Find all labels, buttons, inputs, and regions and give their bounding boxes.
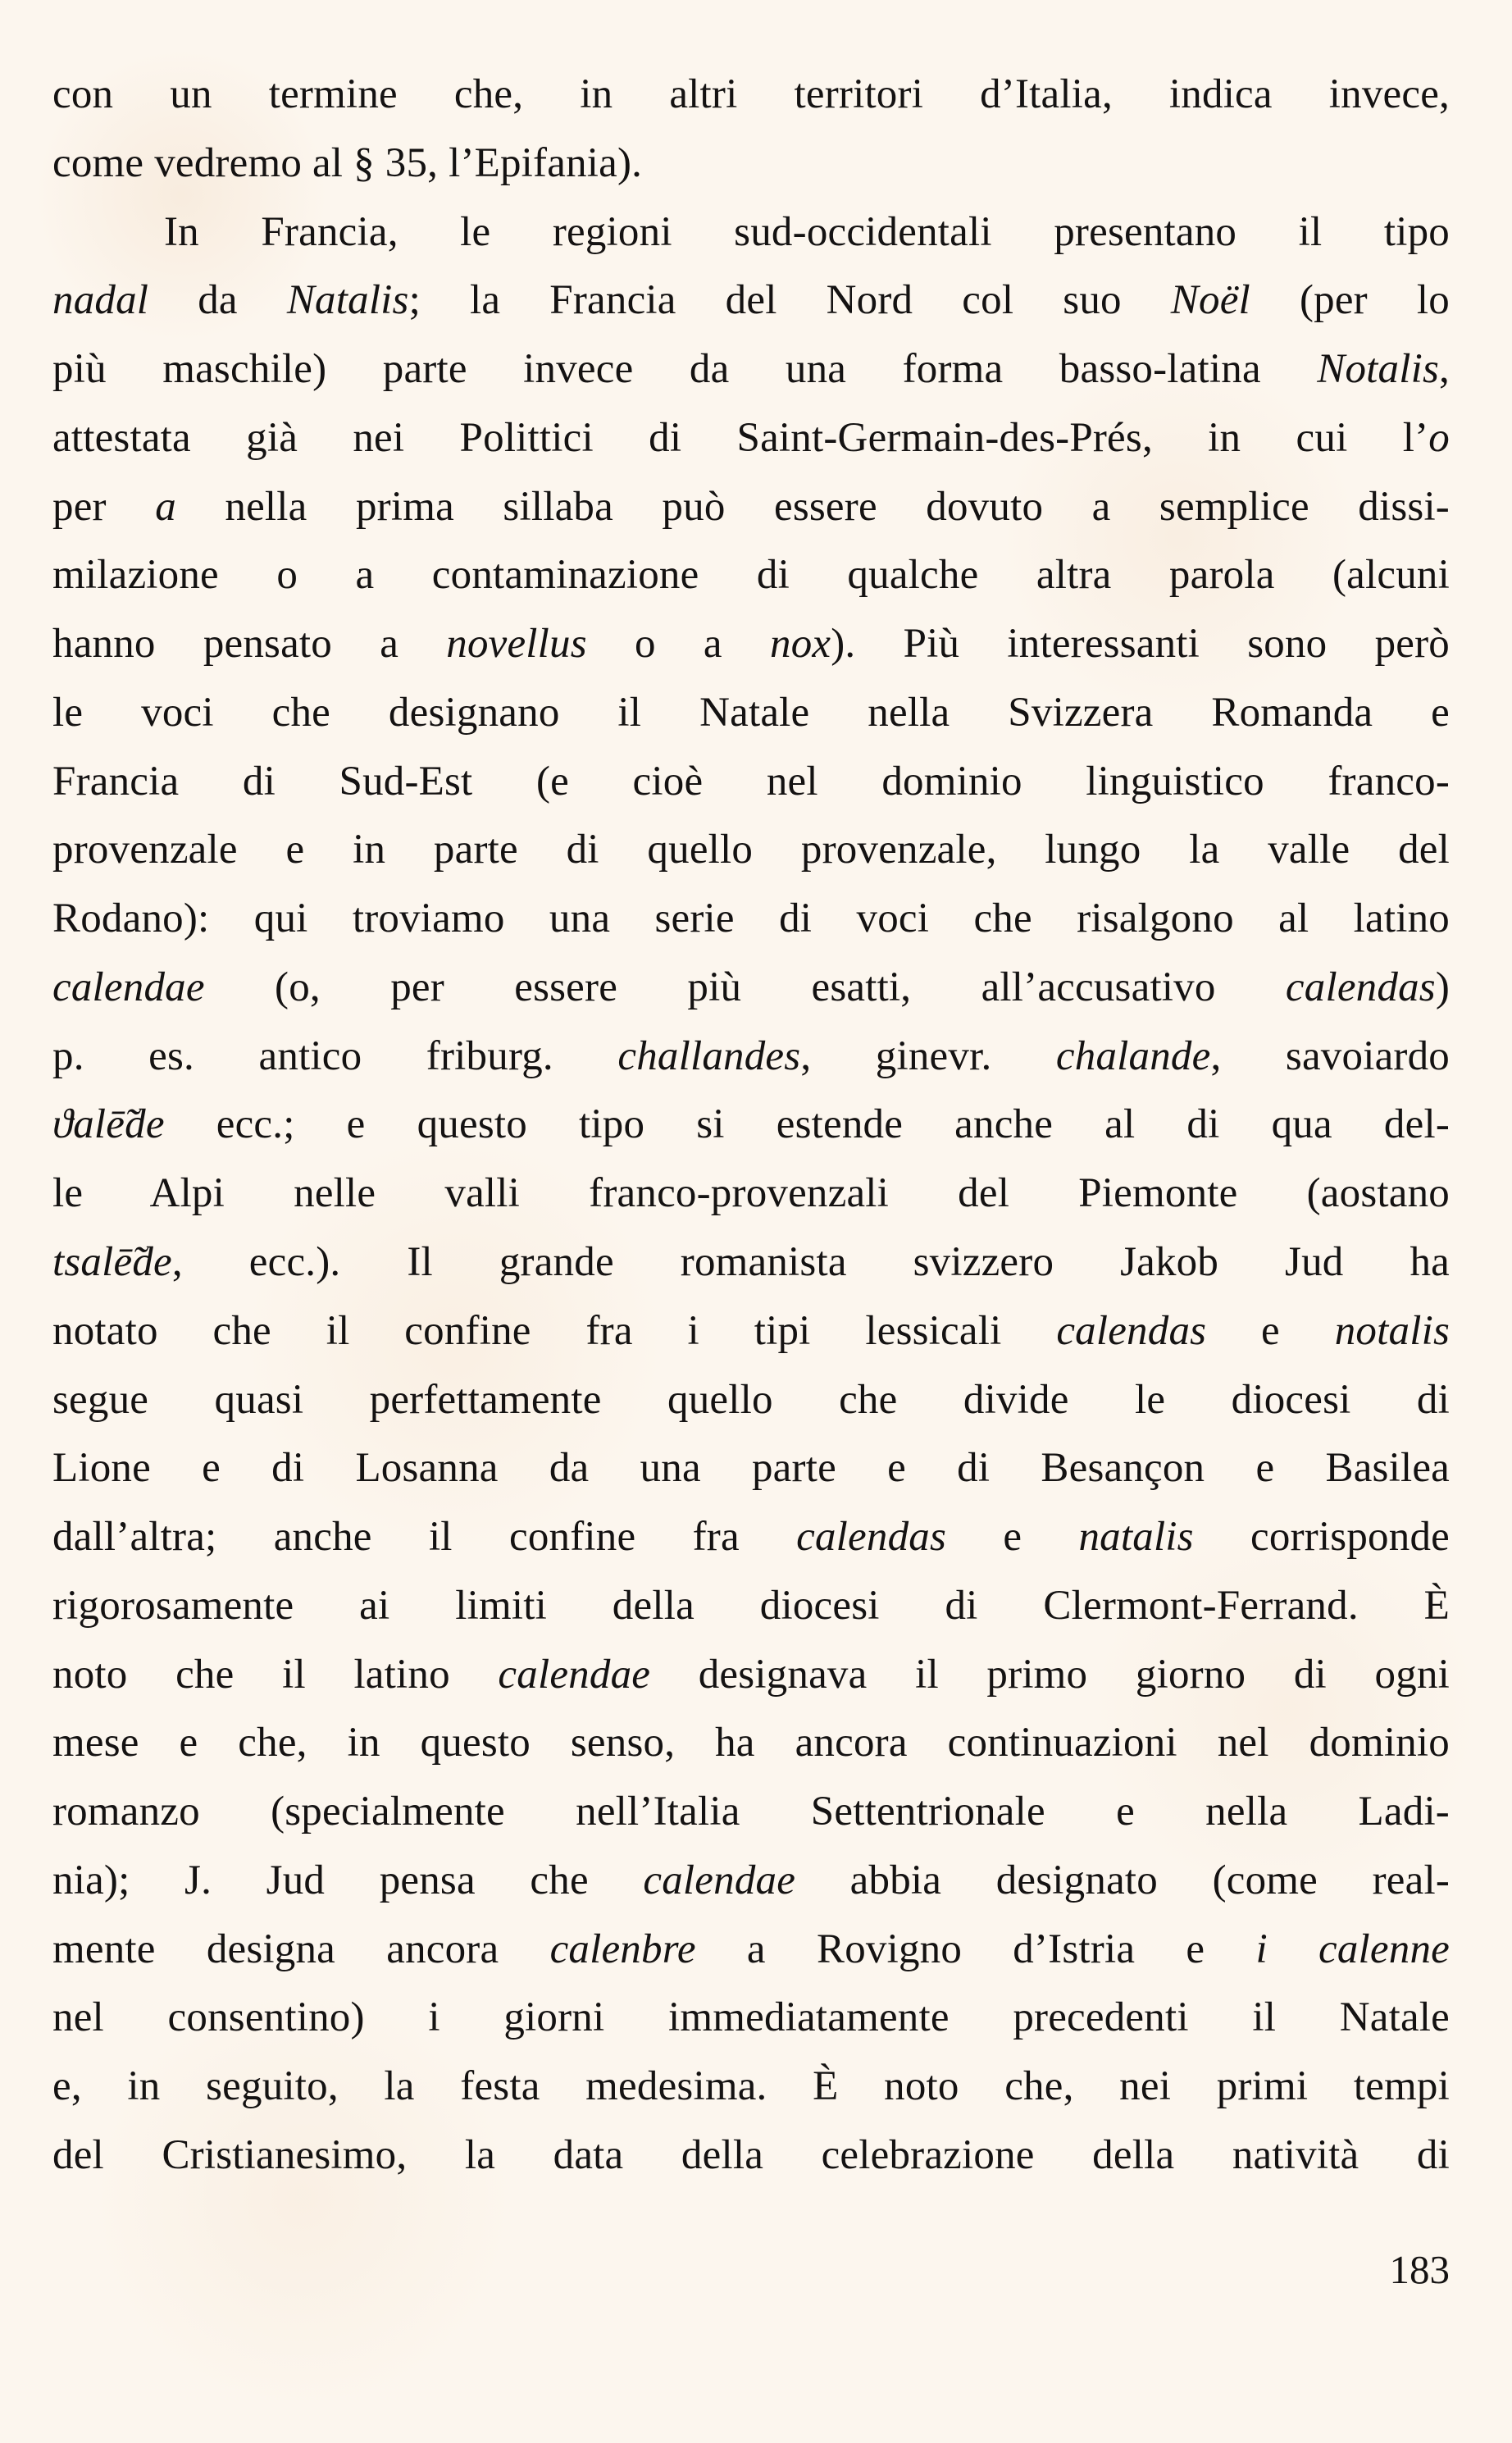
italic-term: ϑalē̃de bbox=[52, 1101, 165, 1148]
italic-term: calendae bbox=[643, 1857, 796, 1903]
italic-term: calendas bbox=[1056, 1307, 1207, 1354]
text-line bbox=[52, 267, 1450, 335]
text-run: corrisponde bbox=[1193, 1514, 1450, 1561]
text-run: ). Più interessanti sono però bbox=[831, 621, 1450, 668]
text-line bbox=[52, 748, 1450, 817]
text-run: designava il primo giorno di ogni bbox=[650, 1651, 1451, 1698]
italic-term: tsalē̃de bbox=[52, 1239, 172, 1286]
text-line bbox=[52, 335, 1450, 404]
text-run: e bbox=[1206, 1307, 1335, 1354]
text-line bbox=[52, 1023, 1450, 1092]
text-line bbox=[52, 1572, 1450, 1641]
text-line bbox=[52, 2053, 1450, 2122]
text-line bbox=[52, 816, 1450, 885]
text-run: più maschile) parte invece da una forma basso-latina bbox=[52, 346, 1318, 393]
text-run: le Alpi nelle valli franco-provenzali del Piemonte (aostano bbox=[52, 1170, 1450, 1217]
italic-term: calendas bbox=[1285, 964, 1436, 1010]
italic-term: Notalis bbox=[1317, 346, 1440, 393]
text-run: , bbox=[1439, 346, 1450, 393]
text-line bbox=[52, 130, 1450, 198]
text-line bbox=[52, 1847, 1450, 1916]
text-line bbox=[52, 679, 1450, 748]
text-run: e, in seguito, la festa medesima. È noto che, nei primi tempi bbox=[52, 2063, 1450, 2110]
text-run: milazione o a contaminazione di qualche altra parola (alcuni bbox=[52, 552, 1450, 599]
text-line bbox=[52, 1434, 1450, 1503]
text-line bbox=[52, 541, 1450, 610]
body-text bbox=[52, 61, 1450, 2190]
text-run: Lione e di Losanna da una parte e di Besançon e Basilea bbox=[52, 1445, 1450, 1492]
text-run: In Francia, le regioni sud-occidentali presentano il tipo bbox=[164, 208, 1450, 255]
italic-term: i calenne bbox=[1255, 1926, 1451, 1972]
text-line bbox=[52, 1641, 1450, 1710]
text-run: provenzale e in parte di quello provenzale, lungo la valle del bbox=[52, 827, 1450, 873]
text-run: Rodano): qui troviamo una serie di voci che risalgono al latino bbox=[52, 896, 1450, 942]
text-run: del Cristianesimo, la data della celebrazione della natività di bbox=[52, 2131, 1450, 2178]
text-run: e bbox=[946, 1514, 1079, 1561]
page-number: 183 bbox=[1389, 2247, 1450, 2292]
text-run: come vedremo al § 35, l’Epifania). bbox=[52, 139, 643, 186]
text-run: notato che il confine fra i tipi lessicali bbox=[52, 1307, 1057, 1354]
text-run: ) bbox=[1435, 964, 1450, 1010]
italic-term: a bbox=[155, 483, 176, 530]
text-line bbox=[52, 473, 1450, 542]
text-line bbox=[52, 1228, 1450, 1297]
text-line bbox=[52, 1091, 1450, 1160]
text-run: segue quasi perfettamente quello che divide le diocesi di bbox=[52, 1376, 1450, 1423]
text-run: mente designa ancora bbox=[52, 1926, 550, 1972]
text-run: (per lo bbox=[1250, 277, 1450, 324]
text-line bbox=[52, 61, 1450, 130]
text-run: Francia di Sud-Est (e cioè nel dominio linguistico franco- bbox=[52, 758, 1450, 804]
text-line bbox=[52, 404, 1450, 473]
text-run: le voci che designano il Natale nella Svizzera Romanda e bbox=[52, 689, 1450, 736]
italic-term: novellus bbox=[446, 621, 587, 668]
text-line bbox=[52, 2122, 1450, 2190]
italic-term: calenbre bbox=[549, 1926, 696, 1972]
text-run: dall’altra; anche il confine fra bbox=[52, 1514, 797, 1561]
text-line bbox=[52, 1160, 1450, 1228]
text-line bbox=[52, 1916, 1450, 1985]
italic-term: calendas bbox=[796, 1514, 947, 1561]
italic-term: calendae bbox=[498, 1651, 651, 1698]
text-run: nia); J. Jud pensa che bbox=[52, 1857, 644, 1903]
text-run: p. es. antico friburg. bbox=[52, 1032, 618, 1079]
text-line bbox=[52, 885, 1450, 954]
text-run: mese e che, in questo senso, ha ancora continuazioni nel dominio bbox=[52, 1720, 1450, 1766]
italic-term: chalande bbox=[1055, 1032, 1211, 1079]
text-run: (o, per essere più esatti, all’accusativo bbox=[204, 964, 1286, 1010]
italic-term: challandes bbox=[617, 1032, 801, 1079]
text-run: a Rovigno d’Istria e bbox=[695, 1926, 1256, 1972]
text-line bbox=[52, 1503, 1450, 1572]
text-line bbox=[52, 954, 1450, 1023]
text-run: per bbox=[52, 483, 156, 530]
italic-term: calendae bbox=[52, 964, 205, 1010]
text-run: o a bbox=[586, 621, 770, 668]
text-run: , ecc.). Il grande romanista svizzero Jakob Jud ha bbox=[171, 1239, 1450, 1286]
text-run: rigorosamente ai limiti della diocesi di Clermont-Ferrand. È bbox=[52, 1582, 1450, 1629]
text-line bbox=[52, 610, 1450, 679]
text-run: abbia designato (come real- bbox=[795, 1857, 1451, 1903]
text-run: ecc.; e questo tipo si estende anche al di qua del- bbox=[164, 1101, 1450, 1148]
text-line bbox=[52, 1297, 1450, 1366]
text-run: hanno pensato a bbox=[52, 621, 447, 668]
text-run: , ginevr. bbox=[800, 1032, 1056, 1079]
italic-term: Noël bbox=[1170, 277, 1250, 324]
text-run: con un termine che, in altri territori d’Italia, indica invece, bbox=[52, 71, 1450, 117]
text-run: romanzo (specialmente nell’Italia Settentrionale e nella Ladi- bbox=[52, 1789, 1450, 1835]
text-run: ; la Francia del Nord col suo bbox=[408, 277, 1171, 324]
italic-term: notalis bbox=[1334, 1307, 1450, 1354]
text-line bbox=[52, 1778, 1450, 1847]
text-run: nella prima sillaba può essere dovuto a semplice dissi- bbox=[175, 483, 1450, 530]
italic-term: Natalis bbox=[286, 277, 409, 324]
text-run: nel consentino) i giorni immediatamente precedenti il Natale bbox=[52, 1994, 1450, 2041]
text-line bbox=[52, 198, 1450, 267]
italic-term: nadal bbox=[52, 277, 149, 324]
text-run: , savoiardo bbox=[1210, 1032, 1450, 1079]
text-line bbox=[52, 1709, 1450, 1778]
text-run: noto che il latino bbox=[52, 1651, 499, 1698]
italic-term: nox bbox=[770, 621, 831, 668]
text-line bbox=[52, 1366, 1450, 1435]
italic-term: natalis bbox=[1078, 1514, 1194, 1561]
text-line bbox=[52, 1984, 1450, 2053]
text-run: da bbox=[148, 277, 287, 324]
text-run: attestata già nei Polittici di Saint-Germain-des-Prés, in cui l’ bbox=[52, 414, 1429, 461]
italic-term: o bbox=[1428, 414, 1450, 461]
